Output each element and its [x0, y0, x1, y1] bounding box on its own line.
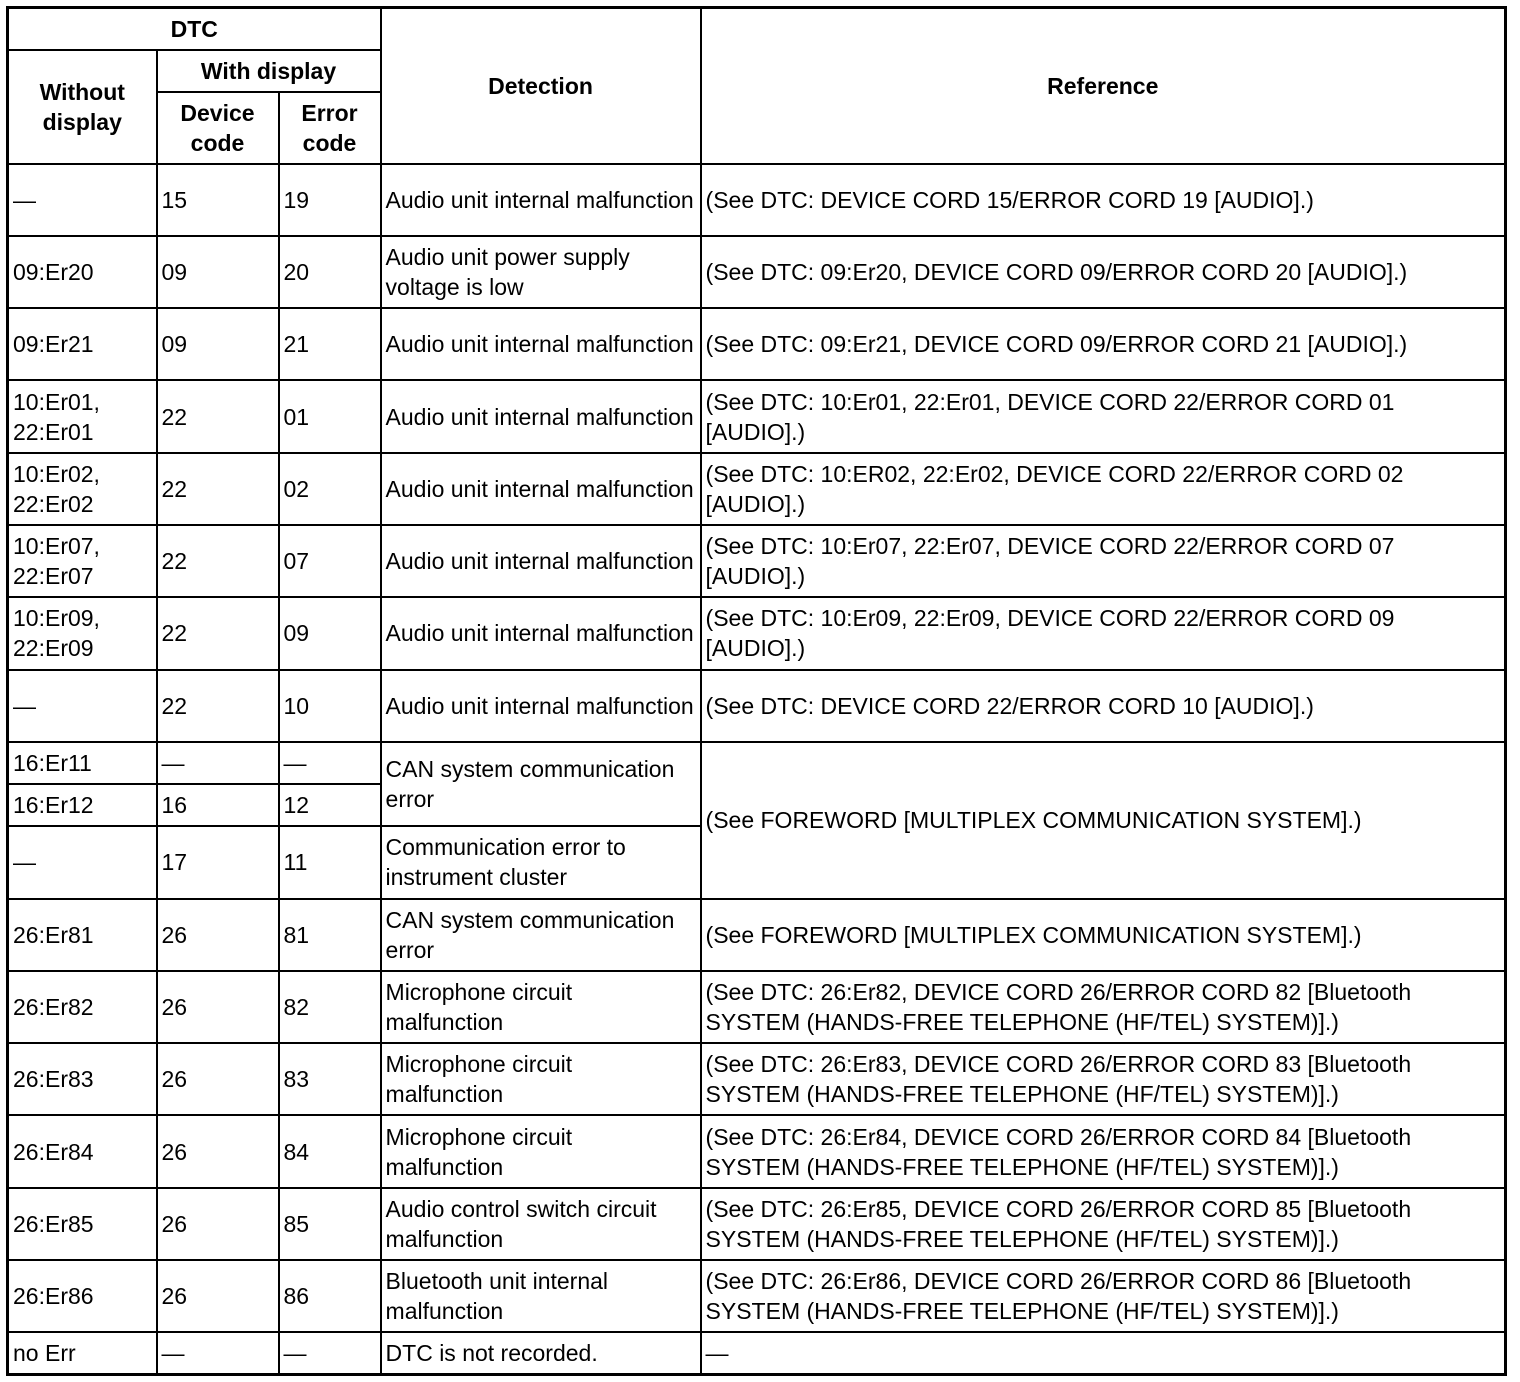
with-display-header: With display — [157, 50, 381, 92]
device-code-cell: — — [157, 1332, 279, 1374]
error-code-cell: 02 — [279, 453, 381, 525]
without-display-cell: 10:Er07, 22:Er07 — [8, 525, 157, 597]
detection-cell: Audio unit internal malfunction — [381, 453, 701, 525]
detection-cell: Microphone circuit malfunction — [381, 971, 701, 1043]
device-code-cell: 26 — [157, 1043, 279, 1115]
device-code-cell: 26 — [157, 1260, 279, 1332]
table-row — [8, 1188, 1506, 1260]
detection-cell: CAN system communication error — [381, 742, 701, 826]
error-code-cell: 19 — [279, 164, 381, 236]
error-code-cell: 84 — [279, 1115, 381, 1187]
device-code-cell: 15 — [157, 164, 279, 236]
detection-cell: DTC is not recorded. — [381, 1332, 701, 1374]
error-code-cell: 10 — [279, 670, 381, 742]
detection-cell: Bluetooth unit internal malfunction — [381, 1260, 701, 1332]
error-code-cell: 12 — [279, 784, 381, 826]
reference-cell: (See DTC: 10:ER02, 22:Er02, DEVICE CORD 22/ERROR CORD 02 [AUDIO].) — [701, 453, 1506, 525]
without-display-header: Without display — [8, 50, 157, 164]
detection-cell: CAN system communication error — [381, 899, 701, 971]
device-code-cell: 16 — [157, 784, 279, 826]
device-code-cell: 22 — [157, 525, 279, 597]
without-display-cell: 26:Er81 — [8, 899, 157, 971]
error-code-cell: 20 — [279, 236, 381, 308]
reference-cell: (See FOREWORD [MULTIPLEX COMMUNICATION SYSTEM].) — [701, 742, 1506, 899]
table-row — [8, 971, 1506, 1043]
without-display-cell: 16:Er12 — [8, 784, 157, 826]
without-display-cell: — — [8, 670, 157, 742]
without-display-cell: no Err — [8, 1332, 157, 1374]
detection-cell: Audio unit internal malfunction — [381, 380, 701, 452]
device-code-cell: 26 — [157, 1188, 279, 1260]
without-display-cell: — — [8, 826, 157, 898]
without-display-cell: 10:Er09, 22:Er09 — [8, 597, 157, 669]
without-display-cell: 26:Er82 — [8, 971, 157, 1043]
table-row — [8, 1332, 1506, 1374]
error-code-header: Error code — [279, 92, 381, 164]
without-display-cell: 26:Er83 — [8, 1043, 157, 1115]
without-display-cell: 16:Er11 — [8, 742, 157, 784]
detection-cell: Audio unit internal malfunction — [381, 308, 701, 380]
without-display-cell: 26:Er86 — [8, 1260, 157, 1332]
device-code-cell: — — [157, 742, 279, 784]
reference-cell: (See DTC: 09:Er20, DEVICE CORD 09/ERROR CORD 20 [AUDIO].) — [701, 236, 1506, 308]
reference-cell: (See DTC: 26:Er85, DEVICE CORD 26/ERROR CORD 85 [Bluetooth SYSTEM (HANDS-FREE TELEPHONE (HF/TEL) SYSTEM)].) — [701, 1188, 1506, 1260]
without-display-cell: 26:Er85 — [8, 1188, 157, 1260]
device-code-cell: 22 — [157, 597, 279, 669]
detection-cell: Communication error to instrument cluster — [381, 826, 701, 898]
reference-cell: (See DTC: 26:Er84, DEVICE CORD 26/ERROR CORD 84 [Bluetooth SYSTEM (HANDS-FREE TELEPHONE (HF/TEL) SYSTEM)].) — [701, 1115, 1506, 1187]
device-code-cell: 17 — [157, 826, 279, 898]
table-row — [8, 308, 1506, 380]
reference-cell: (See DTC: 10:Er01, 22:Er01, DEVICE CORD 22/ERROR CORD 01 [AUDIO].) — [701, 380, 1506, 452]
table-row — [8, 380, 1506, 452]
detection-cell: Audio unit internal malfunction — [381, 597, 701, 669]
error-code-cell: — — [279, 742, 381, 784]
dtc-header: DTC — [8, 8, 381, 50]
error-code-cell: 81 — [279, 899, 381, 971]
device-code-cell: 26 — [157, 899, 279, 971]
error-code-cell: 83 — [279, 1043, 381, 1115]
detection-cell: Audio unit internal malfunction — [381, 670, 701, 742]
reference-cell: (See DTC: DEVICE CORD 15/ERROR CORD 19 [AUDIO].) — [701, 164, 1506, 236]
table-row — [8, 670, 1506, 742]
table-row — [8, 1043, 1506, 1115]
reference-cell: (See FOREWORD [MULTIPLEX COMMUNICATION SYSTEM].) — [701, 899, 1506, 971]
error-code-cell: 21 — [279, 308, 381, 380]
detection-cell: Microphone circuit malfunction — [381, 1115, 701, 1187]
device-code-cell: 09 — [157, 236, 279, 308]
without-display-cell: — — [8, 164, 157, 236]
without-display-cell: 26:Er84 — [8, 1115, 157, 1187]
reference-cell: (See DTC: 10:Er07, 22:Er07, DEVICE CORD 22/ERROR CORD 07 [AUDIO].) — [701, 525, 1506, 597]
device-code-header: Device code — [157, 92, 279, 164]
error-code-cell: 07 — [279, 525, 381, 597]
without-display-cell: 10:Er02, 22:Er02 — [8, 453, 157, 525]
table-row — [8, 899, 1506, 971]
table-row — [8, 453, 1506, 525]
reference-cell: — — [701, 1332, 1506, 1374]
error-code-cell: 82 — [279, 971, 381, 1043]
device-code-cell: 22 — [157, 380, 279, 452]
table-row — [8, 1260, 1506, 1332]
device-code-cell: 22 — [157, 670, 279, 742]
reference-cell: (See DTC: 26:Er83, DEVICE CORD 26/ERROR CORD 83 [Bluetooth SYSTEM (HANDS-FREE TELEPHONE (HF/TEL) SYSTEM)].) — [701, 1043, 1506, 1115]
detection-cell: Audio unit power supply voltage is low — [381, 236, 701, 308]
detection-cell: Audio control switch circuit malfunction — [381, 1188, 701, 1260]
error-code-cell: — — [279, 1332, 381, 1374]
detection-header: Detection — [381, 8, 701, 164]
table-row — [8, 525, 1506, 597]
table-row — [8, 1115, 1506, 1187]
detection-cell: Audio unit internal malfunction — [381, 164, 701, 236]
device-code-cell: 26 — [157, 971, 279, 1043]
reference-cell: (See DTC: 09:Er21, DEVICE CORD 09/ERROR CORD 21 [AUDIO].) — [701, 308, 1506, 380]
table-row — [8, 597, 1506, 669]
reference-cell: (See DTC: DEVICE CORD 22/ERROR CORD 10 [AUDIO].) — [701, 670, 1506, 742]
dtc-table — [6, 6, 1507, 1376]
error-code-cell: 09 — [279, 597, 381, 669]
table-row — [8, 742, 1506, 784]
reference-cell: (See DTC: 26:Er86, DEVICE CORD 26/ERROR CORD 86 [Bluetooth SYSTEM (HANDS-FREE TELEPHONE (HF/TEL) SYSTEM)].) — [701, 1260, 1506, 1332]
error-code-cell: 86 — [279, 1260, 381, 1332]
without-display-cell: 09:Er21 — [8, 308, 157, 380]
device-code-cell: 22 — [157, 453, 279, 525]
table-row — [8, 236, 1506, 308]
device-code-cell: 09 — [157, 308, 279, 380]
detection-cell: Microphone circuit malfunction — [381, 1043, 701, 1115]
error-code-cell: 11 — [279, 826, 381, 898]
reference-cell: (See DTC: 10:Er09, 22:Er09, DEVICE CORD 22/ERROR CORD 09 [AUDIO].) — [701, 597, 1506, 669]
error-code-cell: 01 — [279, 380, 381, 452]
table-row — [8, 164, 1506, 236]
device-code-cell: 26 — [157, 1115, 279, 1187]
detection-cell: Audio unit internal malfunction — [381, 525, 701, 597]
without-display-cell: 09:Er20 — [8, 236, 157, 308]
error-code-cell: 85 — [279, 1188, 381, 1260]
reference-header: Reference — [701, 8, 1506, 164]
without-display-cell: 10:Er01, 22:Er01 — [8, 380, 157, 452]
reference-cell: (See DTC: 26:Er82, DEVICE CORD 26/ERROR CORD 82 [Bluetooth SYSTEM (HANDS-FREE TELEPHONE (HF/TEL) SYSTEM)].) — [701, 971, 1506, 1043]
